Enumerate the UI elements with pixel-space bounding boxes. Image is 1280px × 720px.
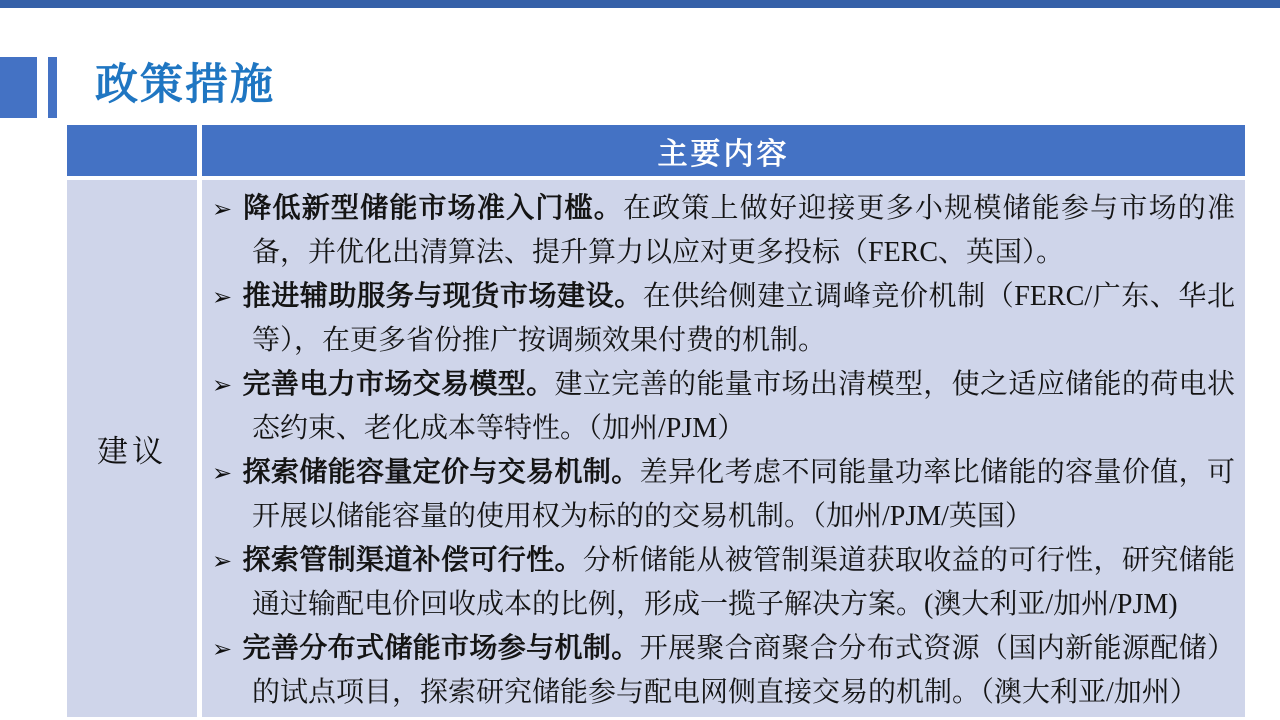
title-accent-bar [48,57,57,118]
suggestion-text: 在供给侧建立调峰竞价机制（FERC/广东、华北等），在更多省份推广按调频效果付费的机制。 [252,281,1235,356]
suggestion-text: 在政策上做好迎接更多小规模储能参与市场的准备，并优化出清算法、提升算力以应对更多投标（FERC、英国）。 [252,193,1235,268]
title-accent-square [0,57,37,118]
suggestion-text: 建立完善的能量市场出清模型，使之适应储能的荷电状态约束、老化成本等特性。（加州/PJM） [252,369,1235,444]
suggestions-list [212,187,1235,715]
bullet-arrow-icon: ➢ [212,459,233,487]
suggestion-lead: 推进辅助服务与现货市场建设。 [242,281,643,312]
table-header-title: 主要内容 [657,137,790,171]
suggestion-lead: 探索管制渠道补偿可行性。 [242,545,583,576]
suggestion-lead: 完善分布式储能市场参与机制。 [242,633,640,664]
suggestion-item [212,275,1235,363]
row-label: 建议 [97,434,167,469]
table-header-cell [202,125,1245,176]
row-label-cell [67,180,197,717]
content-cell [202,180,1245,717]
table-header-left-cell [67,125,197,176]
suggestion-text: 分析储能从被管制渠道获取收益的可行性，研究储能通过输配电价回收成本的比例，形成一揽子解决方案。(澳大利亚/加州/PJM) [252,545,1235,620]
suggestion-item [212,539,1235,627]
suggestion-item [212,627,1235,715]
top-accent-bar [0,0,1280,8]
bullet-arrow-icon: ➢ [212,195,233,223]
suggestion-text: 差异化考虑不同能量功率比储能的容量价值，可开展以储能容量的使用权为标的的交易机制。（加州/PJM/英国） [252,457,1235,532]
suggestion-item [212,451,1235,539]
bullet-arrow-icon: ➢ [212,371,233,399]
suggestion-lead: 探索储能容量定价与交易机制。 [242,457,640,488]
bullet-arrow-icon: ➢ [212,635,233,663]
suggestion-lead: 降低新型储能市场准入门槛。 [242,193,623,224]
suggestion-item [212,363,1235,451]
suggestion-text: 开展聚合商聚合分布式资源（国内新能源配储）的试点项目，探索研究储能参与配电网侧直接交易的机制。（澳大利亚/加州） [252,633,1235,708]
page-title: 政策措施 [95,62,275,109]
suggestion-item [212,187,1235,275]
content-table [67,125,1245,717]
bullet-arrow-icon: ➢ [212,547,233,575]
bullet-arrow-icon: ➢ [212,283,233,311]
suggestion-lead: 完善电力市场交易模型。 [242,369,555,400]
